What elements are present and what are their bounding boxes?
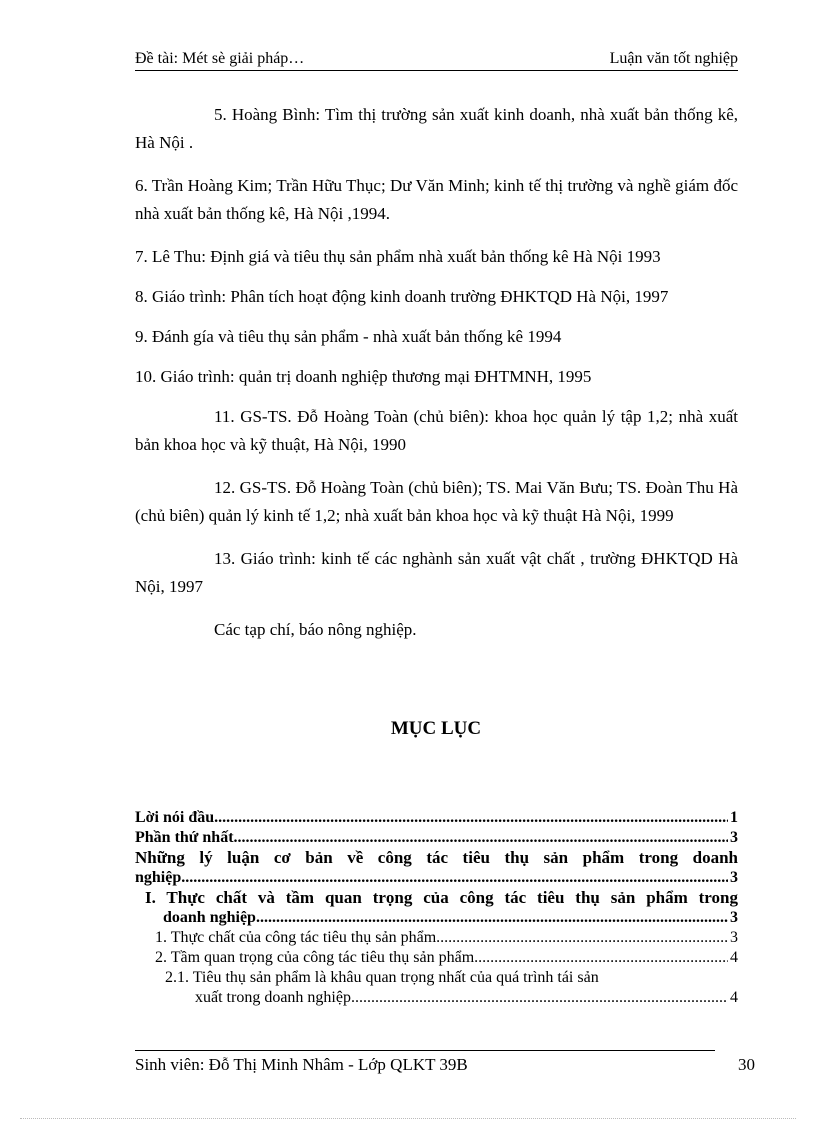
reference-item: 5. Hoàng Bình: Tìm thị trường sản xuất kinh doanh, nhà xuất bản thống kê, Hà Nội . (135, 105, 738, 152)
reference-list (135, 101, 738, 659)
page-number: 30 (738, 1055, 755, 1074)
toc-entry-page: 4 (730, 949, 738, 966)
footer-student: Sinh viên: Đỗ Thị Minh Nhâm - Lớp QLKT 39B (135, 1055, 468, 1074)
toc-leader (214, 808, 728, 828)
toc-entry (135, 848, 738, 888)
toc-entry-page: 3 (730, 909, 738, 926)
reference-item: 12. GS-TS. Đỗ Hoàng Toàn (chủ biên); TS. Mai Văn Bưu; TS. Đoàn Thu Hà (chủ biên) quản lý kinh tế 1,2; nhà xuất bản khoa học và kỹ thuật Hà Nội, 1999 (135, 478, 738, 525)
toc-leader (355, 988, 728, 1008)
toc-title: MỤC LỤC (390, 718, 482, 739)
reference-item: 7. Lê Thu: Định giá và tiêu thụ sản phẩm nhà xuất bản thống kê Hà Nội 1993 (135, 247, 661, 266)
reference-item: 11. GS-TS. Đỗ Hoàng Toàn (chủ biên): khoa học quản lý tập 1,2; nhà xuất bản khoa học và kỹ thuật, Hà Nội, 1990 (135, 407, 738, 454)
toc-entry (135, 948, 738, 968)
page-edge-divider (20, 1118, 796, 1119)
reference-item: 6. Trần Hoàng Kim; Trần Hữu Thục; Dư Văn Minh; kinh tế thị trường và nghề giám đốc nhà xuất bản thống kê, Hà Nội ,1994. (135, 176, 738, 223)
toc-entry (135, 828, 738, 848)
toc-entry-text: 1. Thực chất của công tác tiêu thụ sản phẩm. (155, 929, 441, 946)
toc-entry-text: nghiệp (135, 869, 182, 886)
toc-entry-page: 3 (730, 829, 738, 846)
table-of-contents (135, 808, 738, 1008)
page-header (135, 49, 738, 71)
reference-item: 8. Giáo trình: Phân tích hoạt động kinh doanh trường ĐHKTQD Hà Nội, 1997 (135, 287, 669, 306)
toc-entry-page: 3 (730, 869, 738, 886)
toc-entry-text: Lời nói đầu (135, 809, 215, 826)
toc-entry-text: xuất trong doanh nghiệp. (195, 989, 355, 1006)
toc-entry (135, 888, 738, 928)
toc-entry-text: Phần thứ nhất (135, 829, 234, 846)
toc-leader (234, 828, 728, 848)
toc-entry-text: I. Thực chất và tầm quan trọng của công tác tiêu thụ sản phẩm trong (145, 888, 738, 907)
footer-divider (135, 1050, 715, 1051)
toc-entry-page: 1 (730, 809, 738, 826)
toc-entry-continuation (165, 988, 738, 1008)
toc-leader (256, 908, 728, 928)
reference-item: Các tạp chí, báo nông nghiệp. (214, 620, 417, 639)
toc-entry (135, 808, 738, 828)
toc-entry (135, 968, 738, 1008)
toc-entry-text: 2. Tầm quan trọng của công tác tiêu thụ sản phẩm. (155, 949, 479, 966)
reference-item: 9. Đánh gía và tiêu thụ sản phẩm - nhà xuất bản thống kê 1994 (135, 327, 562, 346)
toc-entry-text: 2.1. Tiêu thụ sản phẩm là khâu quan trọng nhất của quá trình tái sản (165, 969, 599, 986)
toc-entry-text: doanh nghiệp (163, 909, 256, 926)
header-title: Đề tài: Mét sè giải pháp… (135, 50, 305, 67)
toc-entry-continuation (145, 908, 738, 928)
reference-item: 13. Giáo trình: kinh tế các nghành sản xuất vật chất , trường ĐHKTQD Hà Nội, 1997 (135, 549, 738, 596)
header-document-type: Luận văn tốt nghiệp (609, 50, 738, 67)
toc-leader (181, 868, 728, 888)
page-footer (135, 1055, 755, 1075)
toc-entry-page: 3 (730, 929, 738, 946)
toc-leader (440, 928, 728, 948)
toc-entry-page: 4 (730, 989, 738, 1006)
toc-entry-continuation (135, 868, 738, 888)
reference-item: 10. Giáo trình: quản trị doanh nghiệp thương mại ĐHTMNH, 1995 (135, 367, 592, 386)
toc-leader (478, 948, 728, 968)
toc-entry (135, 928, 738, 948)
toc-entry-text: Những lý luận cơ bản về công tác tiêu thụ sản phẩm trong doanh (135, 848, 738, 867)
